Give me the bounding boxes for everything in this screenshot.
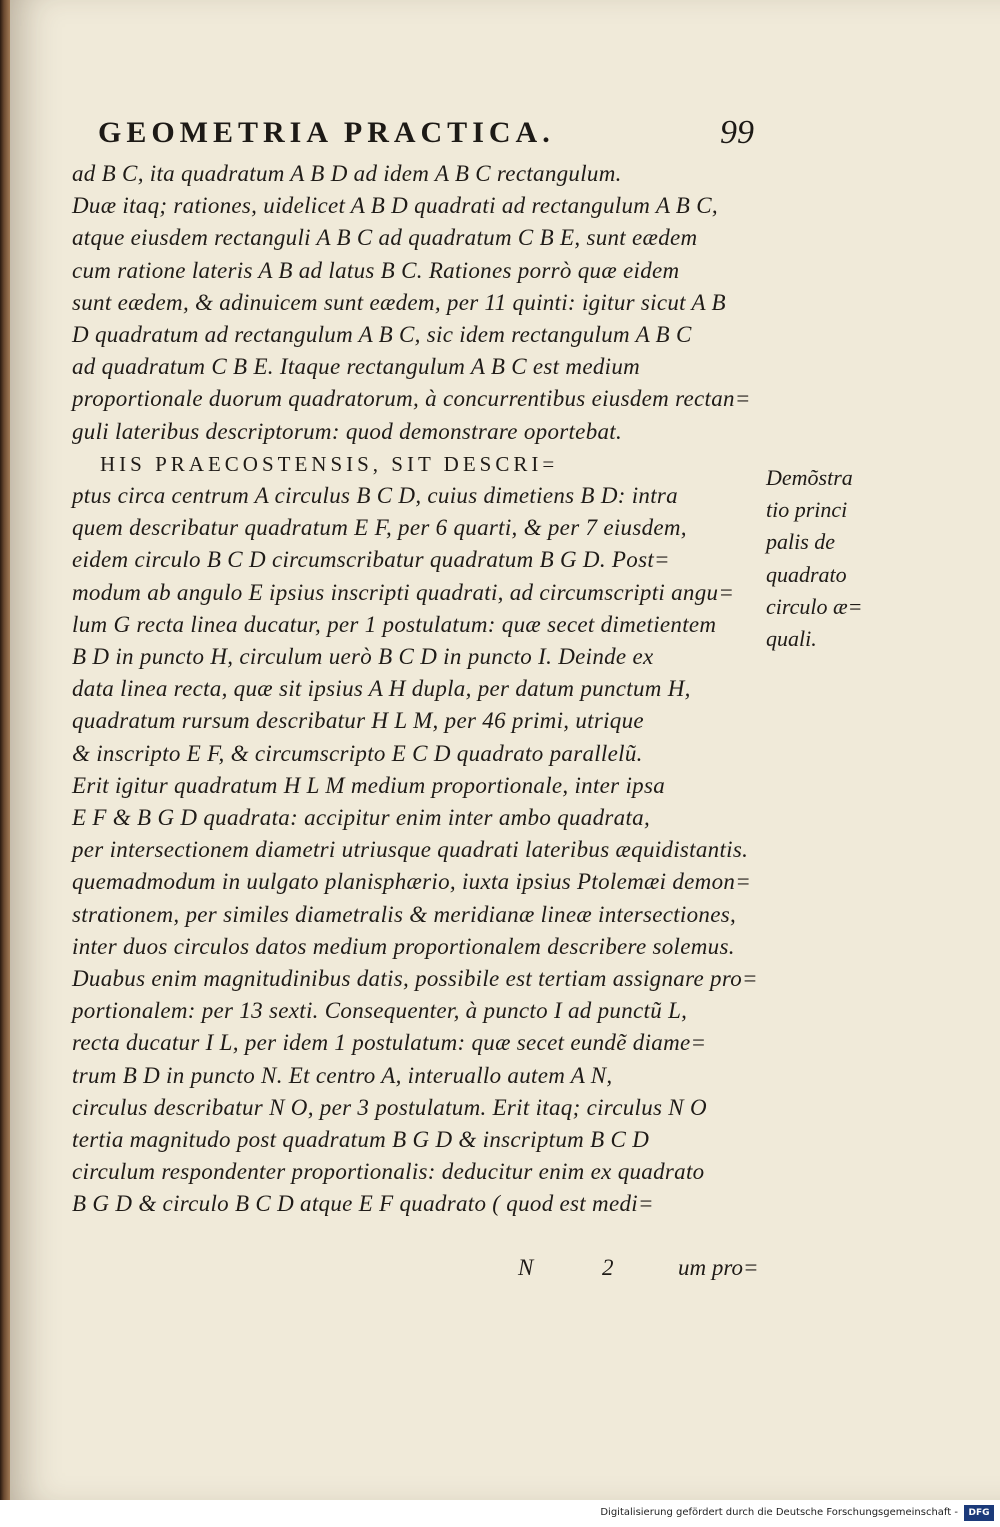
- catchline: [510, 1250, 780, 1286]
- margin-note-line: quadrato: [766, 561, 847, 587]
- text-line: E F & B G D quadrata: accipitur enim inter ambo quadrata,: [72, 805, 650, 830]
- text-line: tertia magnitudo post quadratum B G D & inscriptum B C D: [72, 1127, 650, 1152]
- text-line: ptus circa centrum A circulus B C D, cuius dimetiens B D: intra: [72, 483, 678, 508]
- text-line: Duæ itaq; rationes, uidelicet A B D quadrati ad rectangulum A B C,: [72, 193, 718, 219]
- margin-note-line: tio princi: [766, 497, 848, 523]
- text-line: modum ab angulo E ipsius inscripti quadrati, ad circumscripti angu=: [72, 579, 735, 605]
- text-line: inter duos circulos datos medium proportionalem describere solemus.: [72, 933, 735, 959]
- text-line: quadratum rursum describatur H L M, per 46 primi, utrique: [72, 708, 644, 734]
- margin-note-line: Demõstra: [766, 465, 853, 490]
- text-line: trum B D in puncto N. Et centro A, interuallo autem A N,: [72, 1062, 613, 1088]
- text-line: per intersectionem diametri utriusque quadrati lateribus æquidistantis.: [72, 837, 749, 863]
- text-line: data linea recta, quæ sit ipsius A H dupla, per datum punctum H,: [72, 676, 691, 702]
- text-line: sunt eædem, & adinuicem sunt eædem, per 11 quinti: igitur sicut A B: [72, 289, 726, 315]
- digitization-footer: [0, 1500, 1000, 1527]
- text-line: proportionale duorum quadratorum, à concurrentibus eiusdem rectan=: [72, 386, 751, 412]
- text-line: ad B C, ita quadratum A B D ad idem A B C rectangulum.: [72, 161, 622, 186]
- text-line: strationem, per similes diametralis & meridianæ lineæ intersectiones,: [72, 901, 737, 927]
- text-line: B D in puncto H, circulum uerò B C D in puncto I. Deinde ex: [72, 644, 654, 669]
- book-page: [10, 0, 1000, 1500]
- text-line: & inscripto E F, & circumscripto E C D quadrato parallelũ.: [72, 740, 643, 766]
- margin-note-line: quali.: [766, 626, 817, 651]
- text-line: recta ducatur I L, per idem 1 postulatum: quæ secet eundẽ diame=: [72, 1030, 707, 1056]
- text-line: portionalem: per 13 sexti. Consequenter, à puncto I ad punctũ L,: [72, 998, 688, 1024]
- text-line: atque eiusdem rectanguli A B C ad quadratum C B E, sunt eædem: [72, 225, 698, 251]
- margin-note-line: circulo æ=: [766, 593, 863, 619]
- text-line: cum ratione lateris A B ad latus B C. Rationes porrò quæ eidem: [72, 257, 680, 283]
- page-number: 99: [720, 114, 754, 151]
- text-line: B G D & circulo B C D atque E F quadrato ( quod est medi=: [72, 1191, 654, 1217]
- text-line: guli lateribus descriptorum: quod demonstrare oportebat.: [72, 418, 623, 444]
- text-line: quem describatur quadratum E F, per 6 quarti, & per 7 eiusdem,: [72, 515, 687, 541]
- signature-mark: N: [518, 1255, 534, 1280]
- footer-credit: Digitalisierung gefördert durch die Deutsche Forschungsgemeinschaft -: [600, 1507, 958, 1518]
- margin-note-line: palis de: [766, 529, 836, 555]
- text-line: circulum respondenter proportionalis: deducitur enim ex quadrato: [72, 1159, 705, 1185]
- signature-folio: 2: [602, 1255, 614, 1280]
- text-line: quemadmodum in uulgato planisphærio, iuxta ipsius Ptolemæi demon=: [72, 869, 752, 895]
- book-spine-edge: [0, 0, 10, 1500]
- dfg-logo: DFG: [964, 1505, 994, 1521]
- text-line: eidem circulo B C D circumscribatur quadratum B G D. Post=: [72, 547, 670, 573]
- text-line: HIS PRAECOSTENSIS, SIT DESCRI=: [100, 451, 559, 476]
- text-line: ad quadratum C B E. Itaque rectangulum A B C est medium: [72, 354, 641, 380]
- text-line: Erit igitur quadratum H L M medium proportionale, inter ipsa: [72, 772, 666, 798]
- running-header: [98, 110, 778, 156]
- text-line: circulus describatur N O, per 3 postulatum. Erit itaq; circulus N O: [72, 1094, 707, 1120]
- text-line: Duabus enim magnitudinibus datis, possibile est tertiam assignare pro=: [72, 966, 758, 991]
- catchword: um pro=: [678, 1255, 759, 1280]
- text-line: D quadratum ad rectangulum A B C, sic idem rectangulum A B C: [72, 322, 692, 347]
- running-title: GEOMETRIA PRACTICA.: [98, 116, 555, 149]
- text-line: lum G recta linea ducatur, per 1 postulatum: quæ secet dimetientem: [72, 611, 717, 637]
